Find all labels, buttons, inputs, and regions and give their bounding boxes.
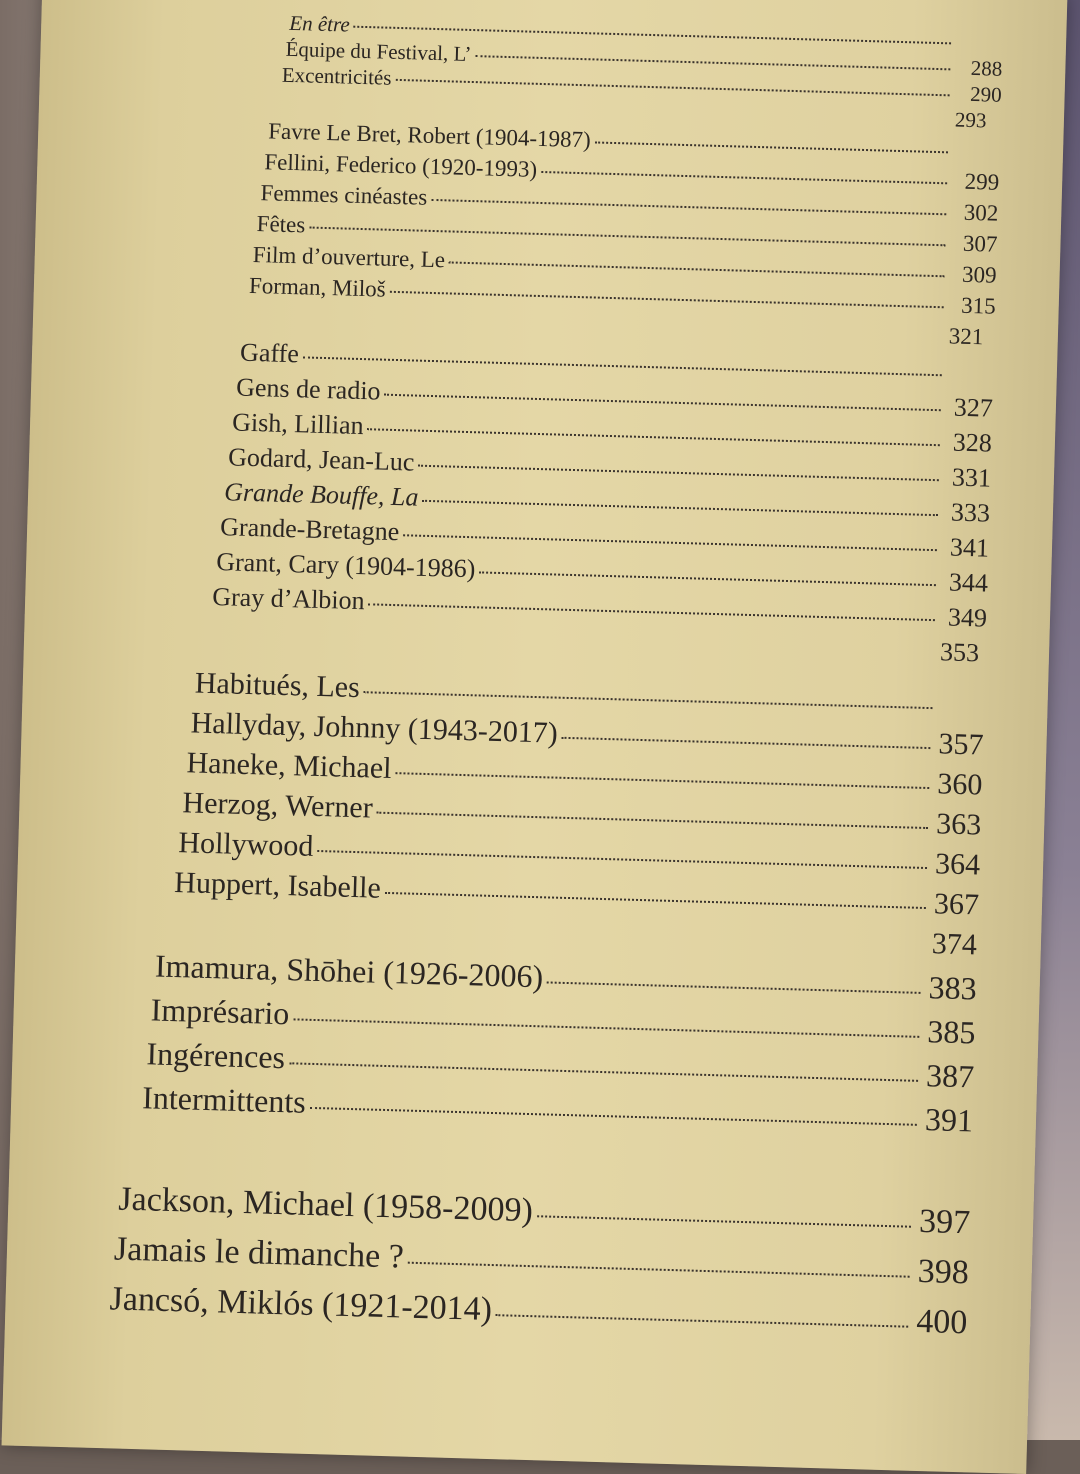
toc-entry-page [959,49,1003,50]
toc-entry-page: 299 [964,168,1000,195]
toc-entry-page: 309 [961,261,997,288]
toc-entry-label: Fêtes [256,211,306,238]
leader-dots [496,1314,908,1328]
leader-dots [303,356,942,376]
toc-entry-label: Favre Le Bret, Robert (1904-1987) [267,118,592,153]
toc-entry-page: 387 [925,1057,975,1095]
toc-entry-label: Femmes cinéastes [260,180,428,210]
toc-entry-label: Fellini, Federico (1920-1993) [264,149,538,182]
toc-entry-page: 397 [918,1202,971,1242]
leader-dots [547,981,921,993]
toc-entry-page [940,713,984,714]
toc-entry-label: Huppert, Isabelle [173,866,382,905]
toc-entry-page: 344 [948,567,989,598]
toc-entry-label: Grande Bouffe, La [223,477,419,512]
leader-dots [562,737,931,749]
toc-entry-label: En être [289,10,351,37]
leader-dots [422,500,938,516]
toc-entry [109,1280,968,1342]
toc-entry-label: Herzog, Werner [182,786,374,825]
toc-entry-page: 302 [963,199,999,226]
toc-entry-label: Hallyday, Johnny (1943-2017) [190,706,559,750]
leader-dots [377,812,929,829]
leader-dots [479,571,936,586]
leader-dots [403,534,937,551]
leader-dots [395,772,929,789]
toc-entry-page: 349 [947,602,988,633]
toc-entry-label: Imamura, Shōhei (1926-2006) [154,947,544,995]
leader-dots [384,394,940,412]
section-trailing-page: 353 [939,637,980,668]
book-page [2,0,1068,1474]
leader-dots [390,291,944,308]
toc-entry-page [956,158,1000,159]
leader-dots [367,428,939,446]
toc-entry-page: 307 [962,230,998,257]
toc-entry-label: Film d’ouverture, Le [252,241,446,273]
toc-entry-page: 327 [953,392,994,423]
section-trailing-page: 293 [954,107,987,133]
toc-entry-label: Intermittents [141,1079,307,1120]
leader-dots [449,261,945,277]
toc-entry-page: 328 [952,427,993,458]
leader-dots [431,199,946,215]
toc-entry-label: Jamais le dimanche ? [113,1230,405,1276]
leader-dots [289,1062,918,1082]
toc-entry-page: 385 [926,1013,976,1051]
section-trailing-page: 374 [931,927,978,962]
leader-dots [364,691,933,709]
toc-entry-page [950,380,994,381]
leader-dots [395,79,949,96]
toc-entry-label: Hollywood [177,826,314,863]
toc-entry-label: Excentricités [281,62,392,90]
leader-dots [541,171,947,184]
toc-entry-page: 315 [960,292,997,319]
toc-entry [114,1230,970,1292]
toc-entry-page: 333 [950,497,991,528]
leader-dots [309,227,945,247]
leader-dots [408,1262,910,1278]
table-of-contents [2,0,1068,1474]
toc-entry-label: Imprésario [150,991,290,1032]
toc-entry-label: Ingérences [146,1035,286,1076]
toc-entry-page: 357 [938,727,984,762]
toc-entry-page: 290 [969,81,1002,107]
toc-entry-label: Jackson, Michael (1958-2009) [117,1180,534,1230]
toc-entry-page: 360 [936,767,983,802]
toc-entry-label: Gens de radio [235,372,381,406]
toc-entry-label: Haneke, Michael [186,746,392,786]
leader-dots [385,892,926,909]
section-trailing-page: 321 [948,323,984,350]
toc-entry-page: 363 [935,807,982,842]
toc-entry-page: 383 [928,969,978,1007]
toc-entry-label: Gaffe [239,337,300,369]
leader-dots [418,465,939,482]
toc-entry-label: Habitués, Les [194,666,361,705]
toc-entry-label: Grant, Cary (1904-1986) [215,547,476,584]
toc-entry-page: 400 [915,1302,968,1342]
leader-dots [537,1215,911,1227]
toc-entry-page: 331 [951,462,992,493]
leader-dots [317,850,927,869]
leader-dots [310,1107,917,1126]
toc-entry-label: Équipe du Festival, L’ [285,36,472,66]
toc-entry-page: 341 [949,532,990,563]
toc-entry-page: 391 [924,1101,974,1139]
toc-entry [118,1181,971,1243]
toc-entry-label: Godard, Jean-Luc [227,442,415,477]
toc-entry-label: Gish, Lillian [231,407,364,441]
toc-entry-page: 288 [970,55,1003,81]
toc-entry-page: 367 [933,887,980,922]
toc-entry-page: 398 [917,1252,970,1292]
leader-dots [475,55,950,70]
leader-dots [293,1018,919,1037]
toc-entry-label: Forman, Miloš [248,272,387,302]
toc-entry-label: Grande-Bretagne [219,512,400,547]
leader-dots [595,141,948,153]
leader-dots [368,603,934,621]
toc-entry-label: Gray d’Albion [211,581,366,616]
toc-entry-label: Jancsó, Miklós (1921-2014) [109,1280,493,1329]
toc-entry-page: 364 [934,847,981,882]
